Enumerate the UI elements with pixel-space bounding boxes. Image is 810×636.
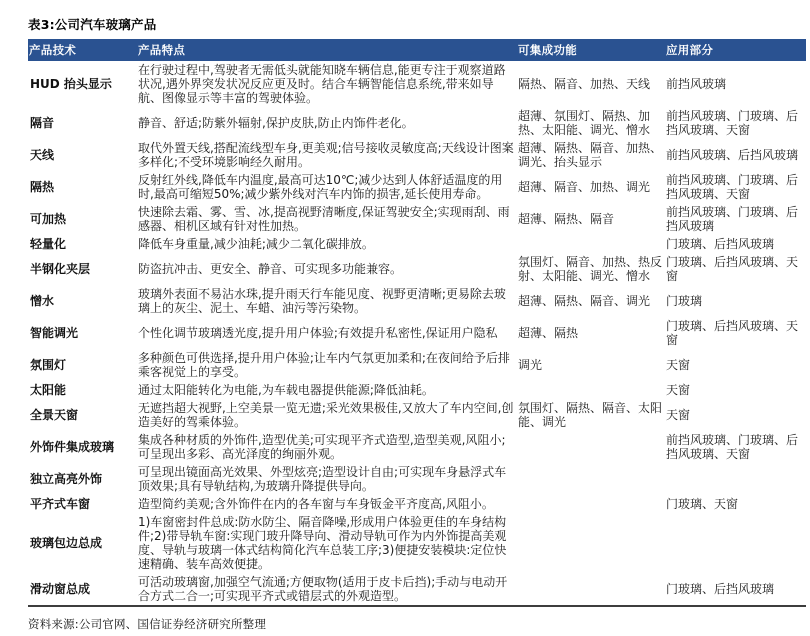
cell-functions: 超薄、隔热、隔音、调光: [518, 294, 651, 308]
header-cell-features: 产品特点: [136, 39, 516, 61]
cell-functions: 氛围灯、隔音、加热、热反射、太阳能、调光、憎水: [518, 255, 663, 283]
cell-features: 防盗抗冲击、更安全、静音、可实现多功能兼容。: [138, 262, 403, 276]
cell-functions: [516, 495, 664, 513]
table-row: [28, 203, 806, 235]
header-cell-applications: 应用部分: [664, 39, 806, 61]
cell-features: 反射红外线,降低车内温度,最高可达10℃;减少达到人体舒适温度的用时,最高可缩短50%;减少紫外线对汽车内饰的损害,延长使用寿命。: [138, 173, 503, 201]
cell-tech: 可加热: [30, 212, 67, 226]
cell-tech: 平齐式车窗: [30, 497, 91, 511]
cell-applications: 前挡风玻璃、后挡风玻璃: [666, 148, 799, 162]
cell-features: 集成各种材质的外饰件,造型优美;可实现平齐式造型,造型美观,风阻小;可呈现出多彩、高光泽度的绚丽外观。: [138, 433, 506, 461]
cell-functions: [516, 235, 664, 253]
header-cell-tech: 产品技术: [28, 39, 136, 61]
cell-functions: 超薄、隔热、隔音、加热、调光、抬头显示: [518, 141, 663, 169]
cell-functions: [516, 463, 664, 495]
cell-tech: 天线: [30, 148, 55, 162]
table-header-row: [28, 39, 806, 61]
cell-features: 无遮挡超大视野,上空美景一览无遗;采光效果极佳,又放大了车内空间,创造美好的驾乘体验。: [138, 401, 514, 429]
table-row: [28, 463, 806, 495]
table-row: [28, 573, 806, 606]
cell-applications: 门玻璃、天窗: [666, 497, 739, 511]
cell-applications: 前挡风玻璃、门玻璃、后挡风玻璃、天窗: [666, 173, 799, 201]
table-row: [28, 513, 806, 573]
cell-functions: 调光: [518, 358, 543, 372]
cell-features: 玻璃外表面不易沾水珠,提升雨天行车能见度、视野更清晰;更易除去玻璃上的灰尘、泥土、车蜡、油污等污染物。: [138, 287, 506, 315]
cell-functions: 隔热、隔音、加热、天线: [518, 77, 651, 91]
cell-applications: 天窗: [666, 408, 691, 422]
cell-features: 静音、舒适;防紫外辐射,保护皮肤,防止内饰件老化。: [138, 116, 414, 130]
cell-tech: 外饰件集成玻璃: [30, 440, 115, 454]
cell-tech: 隔音: [30, 116, 55, 130]
cell-applications: 天窗: [666, 358, 691, 372]
table-row: [28, 171, 806, 203]
cell-applications: [664, 513, 806, 573]
cell-tech: 玻璃包边总成: [30, 536, 103, 550]
cell-features: 在行驶过程中,驾驶者无需低头就能知晓车辆信息,能更专注于观察道路状况,遇外界突发状况反应更及时。结合车辆智能信息系统,带来如导航、图像显示等丰富的驾驶体验。: [138, 63, 506, 105]
cell-tech: HUD 抬头显示: [30, 77, 112, 91]
table-row: [28, 253, 806, 285]
cell-applications: 前挡风玻璃、门玻璃、后挡风玻璃、天窗: [666, 109, 799, 137]
table-row: [28, 139, 806, 171]
cell-tech: 半钢化夹层: [30, 262, 91, 276]
cell-functions: [516, 431, 664, 463]
cell-applications: 前挡风玻璃、门玻璃、后挡风玻璃: [666, 205, 799, 233]
cell-tech: 太阳能: [30, 383, 67, 397]
cell-functions: [516, 381, 664, 399]
cell-applications: 前挡风玻璃、门玻璃、后挡风玻璃、天窗: [666, 433, 799, 461]
cell-applications: 门玻璃、后挡风玻璃、天窗: [666, 255, 799, 283]
cell-tech: 憎水: [30, 294, 55, 308]
cell-features: 取代外置天线,搭配流线型车身,更美观;信号接收灵敏度高;天线设计图案多样化;不受环境影响经久耐用。: [138, 141, 514, 169]
cell-tech: 轻量化: [30, 237, 67, 251]
cell-tech: 独立高亮外饰: [30, 472, 103, 486]
cell-tech: 隔热: [30, 180, 55, 194]
cell-features: 可活动玻璃窗,加强空气流通;方便取物(适用于皮卡后挡);手动与电动开合方式二合一;可实现平齐式或错层式的外观造型。: [138, 575, 508, 603]
cell-functions: 超薄、隔热: [518, 326, 579, 340]
cell-features: 多种颜色可供选择,提升用户体验;让车内气氛更加柔和;在夜间给予后排乘客视觉上的享受。: [138, 351, 510, 379]
source-note: 资料来源:公司官网、国信证券经济研究所整理: [28, 617, 267, 631]
table-row: [28, 285, 806, 317]
cell-functions: 超薄、隔音、加热、调光: [518, 180, 651, 194]
cell-features: 通过太阳能转化为电能,为车载电器提供能源;降低油耗。: [138, 383, 434, 397]
cell-applications: 前挡风玻璃: [666, 77, 727, 91]
cell-tech: 滑动窗总成: [30, 582, 91, 596]
table-row: [28, 349, 806, 381]
cell-functions: 超薄、隔热、隔音: [518, 212, 615, 226]
cell-tech: 全景天窗: [30, 408, 79, 422]
cell-applications: 门玻璃、后挡风玻璃: [666, 582, 775, 596]
cell-applications: 门玻璃、后挡风玻璃: [666, 237, 775, 251]
cell-applications: 天窗: [666, 383, 691, 397]
table-row: [28, 431, 806, 463]
cell-features: 快速除去霜、雾、雪、冰,提高视野清晰度,保证驾驶安全;实现雨刮、雨感器、相机区域有针对性加热。: [138, 205, 510, 233]
table-row: [28, 61, 806, 107]
cell-functions: [516, 513, 664, 573]
cell-applications: 门玻璃: [666, 294, 703, 308]
cell-features: 降低车身重量,减少油耗;减少二氧化碳排放。: [138, 237, 374, 251]
cell-functions: 超薄、氛围灯、隔热、加热、太阳能、调光、憎水: [518, 109, 651, 137]
cell-features: 可呈现出镜面高光效果、外型炫亮;造型设计自由;可实现车身悬浮式车顶效果;具有导轨结构,为玻璃升降提供导向。: [138, 465, 507, 493]
cell-applications: [664, 463, 806, 495]
cell-applications: 门玻璃、后挡风玻璃、天窗: [666, 319, 799, 347]
table-row: [28, 235, 806, 253]
page-title: 表3:公司汽车玻璃产品: [28, 17, 157, 32]
header-cell-functions: 可集成功能: [516, 39, 664, 61]
cell-features: 1)车窗密封件总成:防水防尘、隔音降噪,形成用户体验更佳的车身结构件;2)带导轨车窗:实现门玻升降导向、滑动导轨可作为内外饰提高美观度、导轨与玻璃一体式结构简化汽车总装工序;3)便捷安装模块:定位快速精确、装车高效便捷。: [138, 515, 507, 571]
product-table: [28, 39, 806, 607]
cell-functions: 氛围灯、隔热、隔音、太阳能、调光: [518, 401, 663, 429]
table-block: [28, 17, 806, 632]
table-row: [28, 107, 806, 139]
cell-features: 个性化调节玻璃透光度,提升用户体验;有效提升私密性,保证用户隐私: [138, 326, 498, 340]
table-body: [28, 61, 806, 606]
table-row: [28, 399, 806, 431]
table-row: [28, 317, 806, 349]
cell-tech: 氛围灯: [30, 358, 67, 372]
cell-features: 造型简约美观;含外饰件在内的各车窗与车身钣金平齐度高,风阻小。: [138, 497, 494, 511]
table-row: [28, 381, 806, 399]
cell-tech: 智能调光: [30, 326, 79, 340]
table-row: [28, 495, 806, 513]
cell-functions: [516, 573, 664, 606]
